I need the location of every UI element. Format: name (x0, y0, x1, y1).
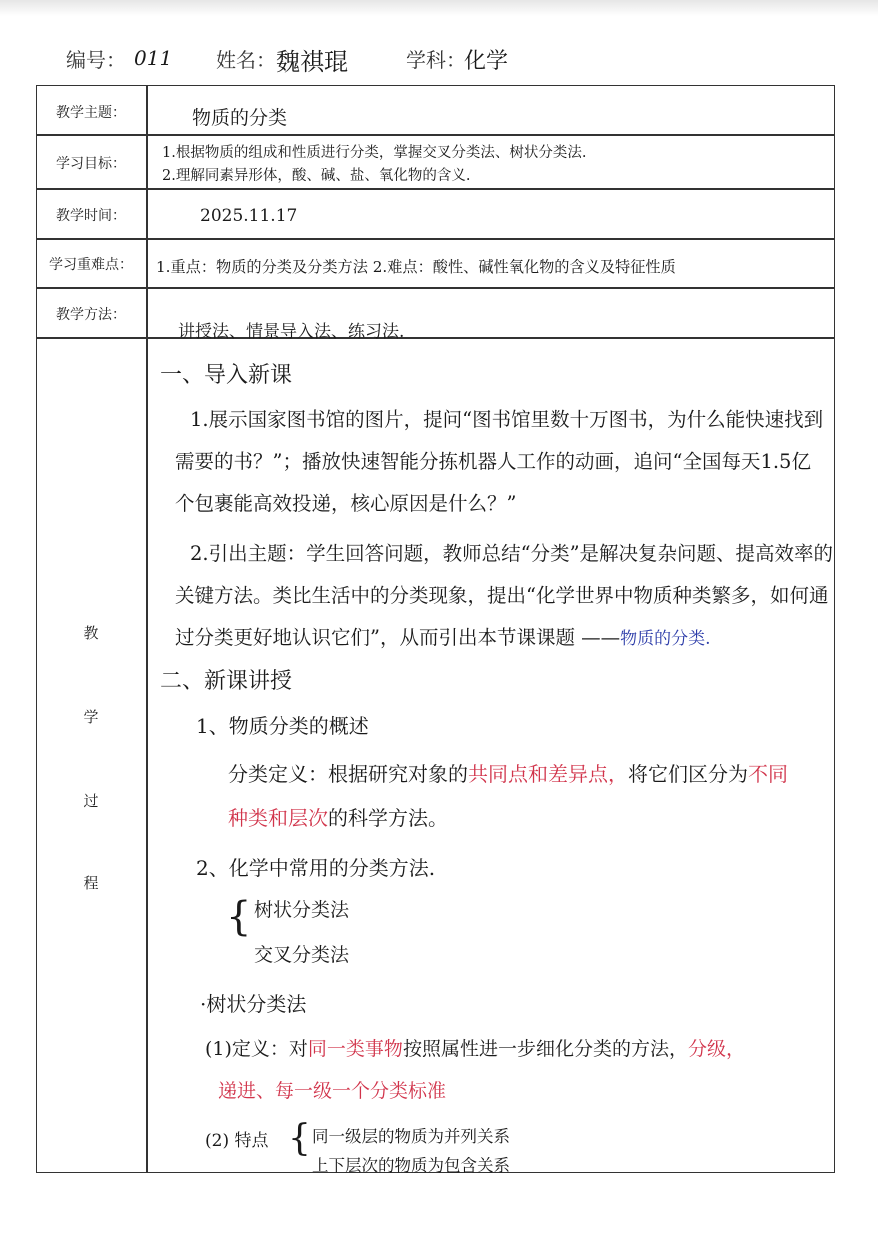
definition-text: 将它们区分为 (628, 762, 748, 786)
classification-definition (228, 758, 788, 787)
row-divider (36, 287, 835, 289)
section-2-title: 二、新课讲授 (160, 669, 293, 694)
tree-definition-cont: 递进、每一级一个分类标准 (218, 1080, 447, 1102)
definition-text: 的科学方法。 (328, 806, 448, 830)
goals-line-1: 1.根据物质的组成和性质进行分类，掌握交叉分类法、树状分类法. (162, 145, 587, 161)
s1-p1-line-2: 需要的书？”；播放快速智能分拣机器人工作的动画，追问“全国每天1.5亿 (175, 450, 811, 473)
process-label-char: 程 (83, 874, 99, 892)
keypoints-label: 学习重难点： (49, 257, 133, 273)
method-label: 教学方法： (56, 307, 126, 323)
number-label: 编号： (66, 48, 126, 72)
row-divider (36, 238, 835, 240)
brace-symbol: { (288, 1118, 311, 1159)
s1-p1-line-3: 个包裹能高效投递，核心原因是什么？” (175, 492, 517, 515)
tree-def-highlight: 分级， (687, 1038, 745, 1060)
tree-feature-1: 同一级层的物质为并列关系 (312, 1127, 510, 1146)
s1-p2-line-1: 2.引出主题：学生回答问题，教师总结“分类”是解决复杂问题、提高效率的 (190, 542, 834, 565)
s2-item-1: 1、物质分类的概述 (196, 714, 369, 738)
tree-def-text: 按照属性进一步细化分类的方法， (402, 1038, 688, 1060)
column-divider (146, 85, 148, 1173)
row-divider (36, 134, 835, 136)
s1-p1-line-1: 1.展示国家图书馆的图片，提问“图书馆里数十万图书，为什么能快速找到 (190, 408, 824, 431)
tree-def-highlight: 同一类事物 (307, 1038, 403, 1060)
subject-label: 学科： (406, 48, 466, 72)
method-cross: 交叉分类法 (254, 944, 350, 966)
row-divider (36, 337, 835, 339)
process-label-char: 教 (83, 624, 99, 642)
time-value: 2025.11.17 (200, 206, 298, 226)
scan-edge (0, 0, 878, 16)
time-label: 教学时间： (56, 208, 126, 224)
process-label-char: 学 (83, 708, 99, 726)
method-tree: 树状分类法 (254, 899, 350, 921)
tree-feature-2: 上下层次的物质为包含关系 (312, 1156, 510, 1175)
definition-highlight: 共同点和差异点， (468, 762, 628, 786)
tree-def-text: (1)定义：对 (205, 1038, 308, 1060)
keypoints-value: 1.重点：物质的分类及分类方法 2.难点：酸性、碱性氧化物的含义及特征性质 (156, 258, 676, 276)
row-divider (36, 188, 835, 190)
brace-symbol: { (226, 894, 252, 940)
subject-value: 化学 (464, 49, 509, 74)
tree-method-title: ·树状分类法 (200, 992, 307, 1016)
s1-p2-line-3 (175, 622, 711, 650)
s2-item-2: 2、化学中常用的分类方法. (196, 856, 436, 880)
topic-value: 物质的分类 (192, 107, 288, 129)
tree-features-label: (2) 特点 (205, 1131, 269, 1151)
definition-highlight: 不同 (748, 762, 788, 786)
definition-text: 分类定义：根据研究对象的 (228, 762, 468, 786)
section-1-title: 一、导入新课 (160, 363, 293, 388)
number-value: 011 (134, 46, 173, 70)
method-value: 讲授法、情景导入法、练习法. (178, 322, 405, 342)
tree-definition (205, 1034, 745, 1061)
s1-p2-line-3-text: 过分类更好地认识它们”，从而引出本节课课题 —— (175, 626, 621, 649)
definition-highlight: 种类和层次 (228, 806, 328, 830)
classification-definition-cont (228, 802, 448, 831)
s1-p2-line-2: 关键方法。类比生活中的分类现象，提出“化学世界中物质种类繁多，如何通 (175, 584, 829, 607)
goals-line-2: 2.理解同素异形体，酸、碱、盐、氧化物的含义. (162, 168, 471, 184)
topic-label: 教学主题： (56, 105, 126, 121)
lesson-topic-highlight: 物质的分类. (620, 629, 711, 649)
goals-label: 学习目标： (56, 156, 126, 172)
name-value: 魏祺琨 (276, 48, 348, 76)
name-label: 姓名： (216, 48, 276, 72)
process-label-char: 过 (83, 792, 99, 810)
